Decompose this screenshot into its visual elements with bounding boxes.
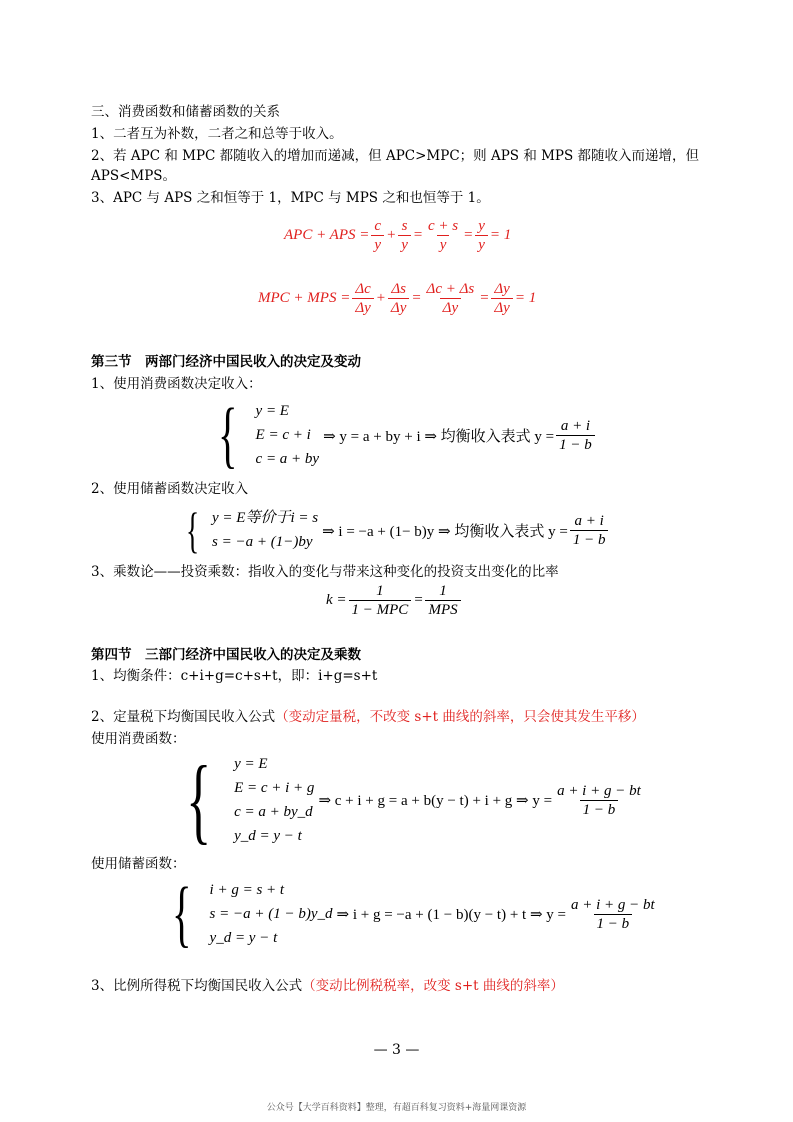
frac-num: c + s <box>427 218 459 234</box>
s4-p3-note: （变动比例税税率，改变 s+t 曲线的斜率） <box>302 978 564 994</box>
section-3-heading: 第三节 两部门经济中国民收入的决定及变动 <box>91 354 361 370</box>
frac-num: a + i <box>574 512 604 529</box>
sys-line: E = c + i + g <box>234 780 315 796</box>
frac-den: 1 − b <box>556 435 595 453</box>
frac-den: 1 − MPC <box>349 600 412 618</box>
frac-den: y <box>437 235 450 253</box>
frac-den: 1 − b <box>594 914 633 932</box>
s4-p3-text: 3、比例所得税下均衡国民收入公式 <box>91 978 303 994</box>
frac-den: y <box>398 235 411 253</box>
sys-line: y_d = y − t <box>234 828 302 844</box>
s4-use-saving: 使用储蓄函数： <box>91 856 186 872</box>
s4-use-consumption: 使用消费函数： <box>91 731 186 747</box>
frac-den: Δy <box>388 298 409 316</box>
eq-mid: ⇒ y = a + by + i ⇒ 均衡收入表式 y = <box>323 428 555 445</box>
left-brace-icon: { <box>186 746 212 853</box>
left-brace-icon: { <box>172 873 192 955</box>
sys-line: c = a + by_d <box>234 804 313 820</box>
s3-paragraph-1: 1、使用消费函数决定收入： <box>91 376 262 392</box>
left-brace-icon: { <box>218 394 238 476</box>
equation-s4-saving <box>172 873 660 955</box>
eq-mid: ⇒ c + i + g = a + b(y − t) + i + g ⇒ y = <box>318 792 553 809</box>
frac-num: Δc <box>355 281 371 297</box>
frac-num: a + i <box>560 417 591 434</box>
paragraph-1: 1、二者互为补数，二者之和总等于收入。 <box>91 126 343 142</box>
sys-line: i + g = s + t <box>209 882 285 898</box>
frac-num: Δs <box>391 281 406 297</box>
paragraph-2a: 2、若 APC 和 MPC 都随收入的增加而递减，但 APC>MPC；则 APS 和 MPS 都随收入而递增，但 <box>91 148 700 164</box>
paragraph-3: 3、APC 与 APS 之和恒等于 1，MPC 与 MPS 之和也恒等于 1。 <box>91 190 490 206</box>
s3-paragraph-2: 2、使用储蓄函数决定收入 <box>91 481 249 497</box>
page-number: — 3 — <box>373 1042 420 1058</box>
s4-paragraph-3 <box>91 977 564 995</box>
eq-rhs: = 1 <box>489 227 512 243</box>
frac-den: 1 − b <box>570 530 609 548</box>
frac-den: MPS <box>425 600 460 618</box>
frac-num: Δy <box>494 281 510 297</box>
frac-den: y <box>371 235 384 253</box>
sys-line: y = E <box>255 403 289 419</box>
footer-note: 公众号【大学百科资料】整理，有超百科复习资料+海量网课资源 <box>266 1103 527 1113</box>
frac-num: 1 <box>439 583 447 599</box>
eq-lhs: k = <box>326 592 347 608</box>
sys-line: y = E <box>234 756 268 772</box>
frac-den: Δy <box>352 298 373 316</box>
left-brace-icon: { <box>186 502 200 558</box>
frac-num: y <box>478 218 485 234</box>
equation-s3-consumption <box>218 394 597 476</box>
eq-mid: ⇒ i = −a + (1− b)y ⇒ 均衡收入表式 y = <box>322 523 568 540</box>
eq-mid: ⇒ i + g = −a + (1 − b)(y − t) + t ⇒ y = <box>336 906 566 923</box>
section-4-heading: 第四节 三部门经济中国民收入的决定及乘数 <box>91 647 361 663</box>
eq-lhs: APC + APS = <box>284 227 370 243</box>
sys-line: y_d = y − t <box>209 930 278 946</box>
frac-num: 1 <box>376 583 384 599</box>
frac-num: s <box>401 218 408 234</box>
s3-paragraph-3: 3、乘数论——投资乘数：指收入的变化与带来这种变化的投资支出变化的比率 <box>91 564 559 580</box>
frac-num: Δc + Δs <box>426 281 475 297</box>
sys-line: c = a + by <box>255 451 320 467</box>
eq-rhs: = 1 <box>514 290 537 306</box>
eq-lhs: MPC + MPS = <box>258 290 351 306</box>
frac-num: a + i + g − bt <box>570 896 655 913</box>
s4-paragraph-2 <box>91 708 645 726</box>
frac-den: Δy <box>491 298 512 316</box>
frac-num: c <box>374 218 382 234</box>
s4-p2-text: 2、定量税下均衡国民收入公式 <box>91 709 276 725</box>
sys-line: y = E等价于i = s <box>212 510 319 526</box>
sys-line: E = c + i <box>255 427 311 443</box>
equation-mpc-mps: MPC + MPS = $\frac{\Delta c}{\Delta y}$ + $\frac{\Delta s}{\Delta y}$ = $\frac{\Delta c + \Delta s}{\Delta y}$ = $\frac{\Delta y}{\Delta y}$ = 1 <box>258 281 537 316</box>
section-subtitle: 三、消费函数和储蓄函数的关系 <box>91 104 280 120</box>
paragraph-2b: APS<MPS。 <box>91 168 177 184</box>
equation-s4-consumption <box>186 746 646 853</box>
equation-multiplier: k = $\frac{1}{\text{1 − MPC}}$ = $\frac{1}{\text{MPS}}$ <box>326 583 463 618</box>
sys-line: s = −a + (1 − b)y_d <box>209 906 333 922</box>
sys-line: s = −a + (1−)by <box>212 534 313 550</box>
s4-p2-note: （变动定量税，不改变 s+t 曲线的斜率，只会使其发生平移） <box>275 709 645 725</box>
frac-den: y <box>475 235 488 253</box>
frac-den: 1 − b <box>580 800 619 818</box>
equation-apc-aps: APC + APS = $\frac{c}{y}$ + $\frac{s}{y}$ = $\frac{c + s}{y}$ = $\frac{y}{y}$ = 1 <box>284 218 512 253</box>
s4-paragraph-1: 1、均衡条件：c+i+g=c+s+t，即：i+g=s+t <box>91 668 378 684</box>
frac-den: Δy <box>440 298 461 316</box>
equation-s3-saving <box>186 502 610 558</box>
frac-num: a + i + g − bt <box>557 782 641 799</box>
